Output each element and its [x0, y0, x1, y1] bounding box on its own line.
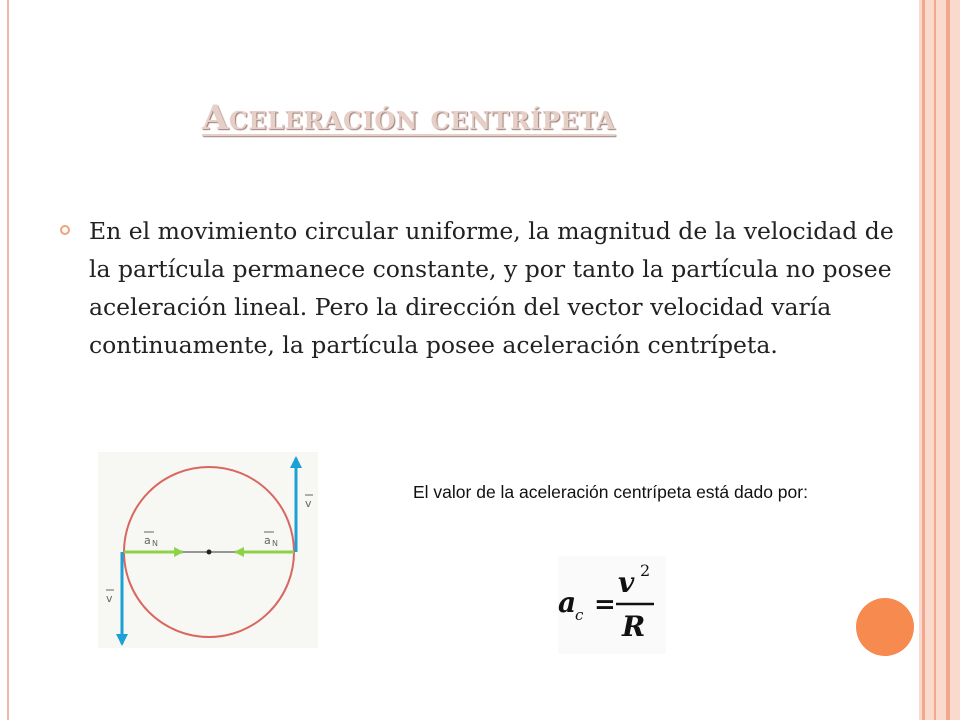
formula-exponent: 2: [640, 561, 651, 580]
acceleration-label-left-sub: N: [152, 539, 158, 548]
slide-frame-right-line: [946, 0, 950, 720]
formula-numerator: v: [618, 566, 635, 599]
centripetal-formula: [558, 556, 666, 654]
circular-motion-diagram: [98, 452, 318, 648]
center-point: [207, 550, 212, 555]
slide-frame-left-line: [7, 0, 9, 720]
slide-frame-right-line: [922, 0, 925, 720]
formula-denominator: R: [622, 610, 646, 643]
centripetal-formula-svg: [558, 556, 666, 654]
velocity-label-top-text: v: [305, 497, 312, 510]
formula-lhs: a: [558, 586, 577, 619]
velocity-label-bottom-text: v: [106, 592, 113, 605]
slide-frame-right-band: [919, 0, 960, 720]
acceleration-label-left: [144, 532, 158, 548]
acceleration-label-right: [264, 532, 278, 548]
bullet-marker-icon: [60, 225, 70, 235]
formula-caption: El valor de la aceleración centrípeta está dado por:: [413, 482, 808, 502]
bullet-item: [60, 212, 900, 364]
acceleration-label-left-text: a: [144, 534, 151, 547]
acceleration-label-right-text: a: [264, 534, 271, 547]
velocity-label-top: [305, 495, 313, 510]
accent-circle: [856, 598, 914, 656]
slide-frame-right-line: [934, 0, 936, 720]
bullet-list: [60, 212, 900, 364]
formula-equals: =: [594, 590, 616, 620]
bullet-text: En el movimiento circular uniforme, la magnitud de la velocidad de la partícula permanece constante, y por tanto la partícula no posee aceleración lineal. Pero la dirección del vector velocidad varía continuamente, la partícula posee aceleración centrípeta.: [89, 217, 894, 359]
velocity-label-bottom: [106, 590, 114, 605]
slide-title: Aceleración centrípeta: [202, 98, 616, 138]
circular-motion-diagram-svg: [98, 452, 318, 648]
formula-lhs-subscript: c: [575, 606, 584, 624]
acceleration-label-right-sub: N: [272, 539, 278, 548]
